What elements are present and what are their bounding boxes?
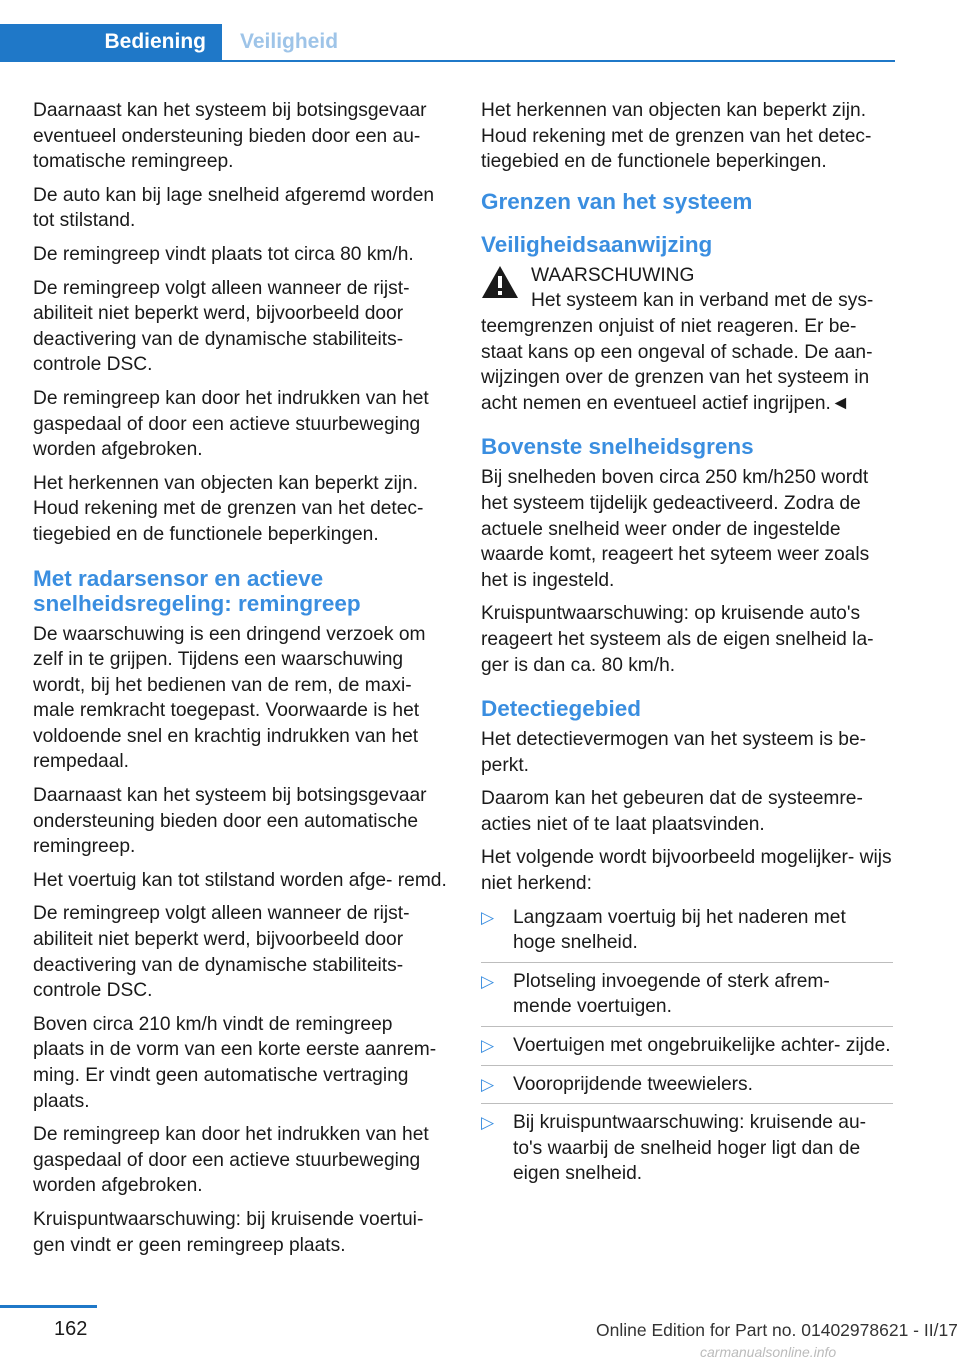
list-item bbox=[481, 1033, 893, 1066]
paragraph: De remingreep kan door het indrukken van het gaspedaal of door een actieve stuurbeweging worden afgebroken. bbox=[33, 1124, 429, 1197]
edition-text: Online Edition for Part no. 01402978621 - II/17 bbox=[596, 1320, 958, 1340]
paragraph: Het volgende wordt bijvoorbeeld mogelijker‐ wijs niet herkend: bbox=[481, 847, 892, 895]
paragraph: Bij snelheden boven circa 250 km/h250 wordt het systeem tijdelijk gedeactiveerd. Zodra de actuele snelheid weer onder de ingestelde waarde komt, reageert het syteem weer zoals het is ingesteld. bbox=[481, 467, 870, 591]
paragraph: Kruispuntwaarschuwing: bij kruisende voertui‐ gen vindt er geen remingreep plaats. bbox=[33, 1208, 424, 1256]
list-item bbox=[481, 905, 893, 963]
paragraph: De waarschuwing is een dringend verzoek om zelf in te grijpen. Tijdens een waarschuwing wordt, bij het bedienen van de rem, de maxi‐ male remkracht toegepast. Voorwaarde is het voldoende snel en krachtig indrukken van het rempedaal. bbox=[33, 623, 426, 773]
paragraph: Daarom kan het gebeuren dat de systeemre‐ acties niet of te laat plaatsvinden. bbox=[481, 788, 863, 835]
paragraph: De auto kan bij lage snelheid afgeremd worden tot stilstand. bbox=[33, 184, 435, 232]
list-item-text: Langzaam voertuig bij het naderen met hoge snelheid. bbox=[513, 906, 846, 954]
list-item-text: Vooroprijdende tweewielers. bbox=[513, 1073, 753, 1095]
watermark: carmanualsonline.info bbox=[700, 1344, 837, 1360]
list-item-text: Bij kruispuntwaarschuwing: kruisende au‐ to's waarbij de snelheid hoger ligt dan de eigen snelheid. bbox=[513, 1112, 867, 1185]
triangle-bullet-icon: ▷ bbox=[481, 1113, 495, 1133]
paragraph: De remingreep volgt alleen wanneer de rijst‐ abiliteit niet beperkt werd, bijvoorbeeld door deactivering van de dynamische stabiliteits‐ controle DSC. bbox=[33, 277, 410, 376]
list-item-text: Plotseling invoegende of sterk afrem‐ mende voertuigen. bbox=[513, 970, 830, 1018]
triangle-bullet-icon: ▷ bbox=[481, 907, 495, 927]
left-column bbox=[33, 98, 447, 1266]
list-item bbox=[481, 969, 893, 1027]
section-heading: Detectiegebied bbox=[481, 696, 642, 722]
paragraph: De remingreep kan door het indrukken van het gaspedaal of door een actieve stuurbeweging worden afgebroken. bbox=[33, 387, 429, 461]
paragraph: Kruispuntwaarschuwing: op kruisende auto's reageert het systeem als de eigen snelheid la‐ ger is dan ca. 80 km/h. bbox=[481, 603, 874, 676]
triangle-bullet-icon: ▷ bbox=[481, 971, 495, 991]
list-item-text: Voertuigen met ongebruikelijke achter‐ zijde. bbox=[513, 1035, 891, 1057]
paragraph: Daarnaast kan het systeem bij botsingsgevaar eventueel ondersteuning bieden door een au‐ tomatische remingreep. bbox=[33, 100, 427, 173]
tab-veiligheid[interactable]: Veiligheid bbox=[240, 30, 339, 53]
warning-title: WAARSCHUWING bbox=[531, 264, 695, 286]
section-heading: Met radarsensor en actieve snelheidsregeling: remingreep bbox=[33, 565, 361, 616]
warning-text: Het systeem kan in verband met de sys‐ bbox=[531, 290, 874, 312]
triangle-bullet-icon: ▷ bbox=[481, 1074, 495, 1094]
section-heading: Bovenste snelheidsgrens bbox=[481, 434, 754, 460]
subsection-heading: Veiligheidsaanwijzing bbox=[481, 231, 713, 257]
paragraph: De remingreep vindt plaats tot circa 80 km/h. bbox=[33, 243, 414, 265]
warning-text: teemgrenzen onjuist of niet reageren. Er be‐ staat kans op een ongeval of schade. De aan‐ wijzingen over de grenzen van het systeem in acht nemen en eventueel actief ingrijpen.◄ bbox=[481, 315, 873, 414]
paragraph: Het detectievermogen van het systeem is be‐ perkt. bbox=[481, 729, 867, 776]
right-column bbox=[481, 98, 893, 1199]
paragraph: Het herkennen van objecten kan beperkt zijn. Houd rekening met de grenzen van het detec‐ tiegebied en de functionele beperkingen. bbox=[33, 472, 424, 545]
triangle-bullet-icon: ▷ bbox=[481, 1036, 495, 1056]
warning-box bbox=[481, 263, 893, 417]
bullet-list bbox=[481, 905, 893, 1193]
warning-triangle-icon bbox=[481, 265, 519, 299]
tab-bediening[interactable]: Bediening bbox=[0, 24, 222, 60]
paragraph: Boven circa 210 km/h vindt de remingreep plaats in de vorm van een korte eerste aanrem‐ ming. Er vindt geen automatische vertraging plaats. bbox=[33, 1013, 437, 1112]
page-number: 162 bbox=[54, 1318, 88, 1340]
header-bar bbox=[0, 24, 895, 62]
header-divider bbox=[0, 60, 895, 62]
section-heading: Grenzen van het systeem bbox=[481, 188, 753, 214]
list-item bbox=[481, 1072, 893, 1105]
list-item bbox=[481, 1110, 893, 1193]
paragraph: Het herkennen van objecten kan beperkt zijn. Houd rekening met de grenzen van het detec‐ tiegebied en de functionele beperkingen. bbox=[481, 100, 872, 173]
paragraph: Daarnaast kan het systeem bij botsingsgevaar ondersteuning bieden door een automatische remingreep. bbox=[33, 785, 427, 858]
paragraph: De remingreep volgt alleen wanneer de rijst‐ abiliteit niet beperkt werd, bijvoorbeeld door deactivering van de dynamische stabiliteits‐ controle DSC. bbox=[33, 903, 410, 1002]
paragraph: Het voertuig kan tot stilstand worden afge‐ remd. bbox=[33, 869, 447, 891]
footer-divider bbox=[0, 1305, 97, 1308]
